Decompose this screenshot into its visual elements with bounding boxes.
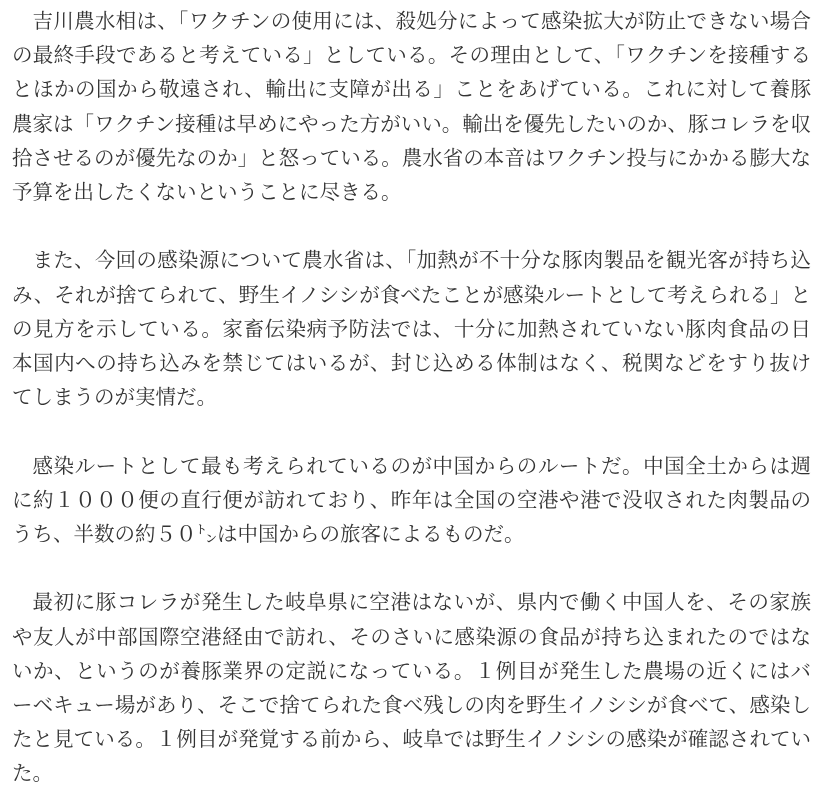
paragraph-china-route: 感染ルートとして最も考えられているのが中国からのルートだ。中国全土からは週に約１０００便の直行便が訪れており、昨年は全国の空港や港で没収された肉製品のうち、半数の約５０㌧は中国からの旅客によるものだ。 xyxy=(12,453,811,547)
paragraph-infection-source: また、今回の感染源について農水省は、「加熱が不十分な豚肉製品を観光客が持ち込み、それが捨てられて、野生イノシシが食べたことが感染ルートとして考えられる」との見方を示している。家畜伝染病予防法では、十分に加熱されていない豚肉食品の日本国内への持ち込みを禁じてはいるが、封じ込める体制はなく、税関などをすり抜けてしまうのが実情だ。 xyxy=(12,248,811,410)
paragraph-vaccine-policy: 吉川農水相は、「ワクチンの使用には、殺処分によって感染拡大が防止できない場合の最終手段であると考えている」としている。その理由として、「ワクチンを接種するとほかの国から敬遠され、輸出に支障が出る」ことをあげている。これに対して養豚農家は「ワクチン接種は早めにやった方がいい。輸出を優先したいのか、豚コレラを収拾させるのが優先なのか」と怒っている。農水省の本音はワクチン投与にかかる膨大な予算を出したくないということに尽きる。 xyxy=(12,9,811,205)
paragraph-gifu-outbreak: 最初に豚コレラが発生した岐阜県に空港はないが、県内で働く中国人を、その家族や友人が中部国際空港経由で訪れ、そのさいに感染源の食品が持ち込まれたのではないか、というのが養豚業界の定説になっている。１例目が発生した農場の近くにはバーベキュー場があり、そこで捨てられた食べ残しの肉を野生イノシシが食べて、感染したと見ている。１例目が発覚する前から、岐阜では野生イノシシの感染が確認されていた。 xyxy=(12,590,811,786)
